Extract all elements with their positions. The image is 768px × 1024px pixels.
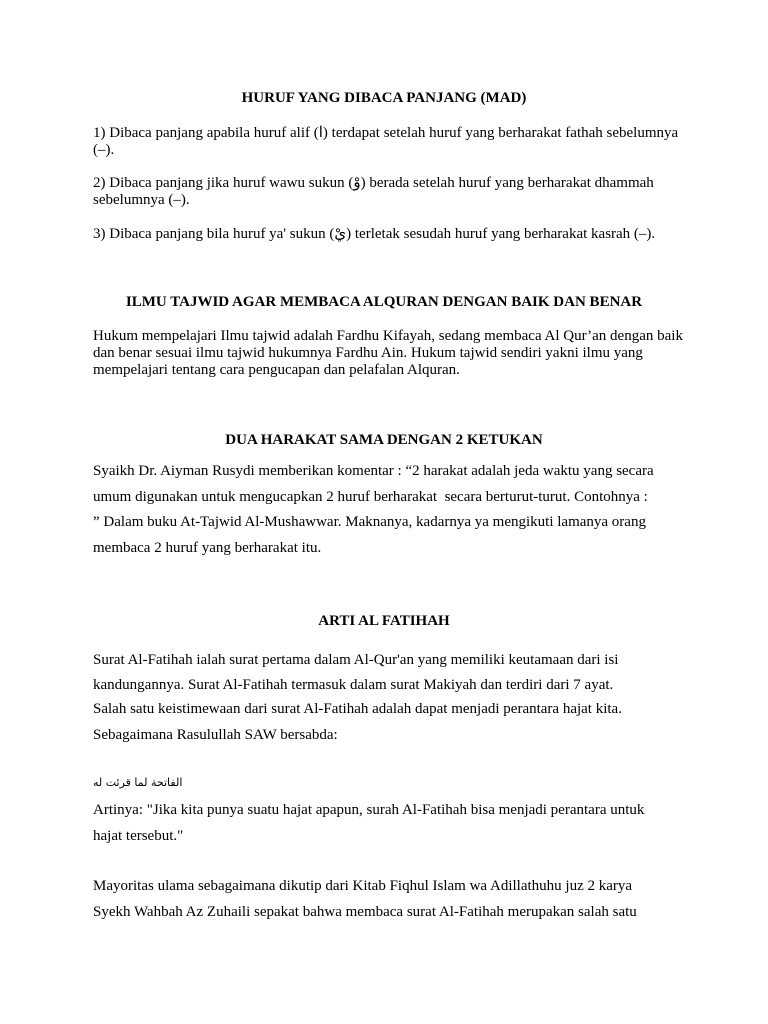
heading-tajwid: ILMU TAJWID AGAR MEMBACA ALQURAN DENGAN BAIK DAN BENAR: [125, 294, 643, 310]
heading-mad: HURUF YANG DIBACA PANJANG (MAD): [241, 90, 527, 106]
heading-fatihah: ARTI AL FATIHAH: [318, 613, 450, 629]
harakat-line-1: Syaikh Dr. Aiyman Rusydi memberikan komentar : “2 harakat adalah jeda waktu yang secara: [93, 463, 654, 479]
closing-line-1: Mayoritas ulama sebagaimana dikutip dari Kitab Fiqhul Islam wa Adillathuhu juz 2 karya: [93, 878, 633, 894]
fatihah-line-4: Sebagaimana Rasulullah SAW bersabda:: [93, 727, 338, 743]
translation-line-1: Artinya: "Jika kita punya suatu hajat apapun, surah Al-Fatihah bisa menjadi perantara untuk: [93, 802, 645, 818]
tajwid-paragraph: Hukum mempelajari Ilmu tajwid adalah Fardhu Kifayah, sedang membaca Al Qur’an dengan baik dan benar sesuai ilmu tajwid hukumnya Fardhu Ain. Hukum tajwid sendiri yakni ilmu yang mempelajari tentang cara pengucapan dan pelafalan Alquran.: [93, 328, 687, 378]
fatihah-line-3: Salah satu keistimewaan dari surat Al-Fatihah adalah dapat menjadi perantara hajat kita.: [93, 701, 622, 717]
heading-harakat: DUA HARAKAT SAMA DENGAN 2 KETUKAN: [225, 432, 543, 448]
fatihah-line-2: kandungannya. Surat Al-Fatihah termasuk dalam surat Makiyah dan terdiri dari 7 ayat.: [93, 677, 614, 693]
mad-item-3: 3) Dibaca panjang bila huruf ya' sukun (يْ) terletak sesudah huruf yang berharakat kasrah (–).: [93, 226, 656, 242]
fatihah-line-1: Surat Al-Fatihah ialah surat pertama dalam Al-Qur'an yang memiliki keutamaan dari isi: [93, 652, 619, 668]
translation-line-2: hajat tersebut.": [93, 828, 184, 844]
mad-item-2: 2) Dibaca panjang jika huruf wawu sukun (وْ) berada setelah huruf yang berharakat dhammah sebelumnya (–).: [93, 175, 658, 208]
harakat-line-3: ” Dalam buku At-Tajwid Al-Mushawwar. Maknanya, kadarnya ya mengikuti lamanya orang: [93, 514, 646, 530]
arabic-hadith-text: الفاتحة لما قرئت له: [93, 776, 183, 789]
harakat-line-2: umum digunakan untuk mengucapkan 2 huruf berharakat secara berturut-turut. Contohnya :: [93, 489, 648, 505]
closing-line-2: Syekh Wahbah Az Zuhaili sepakat bahwa membaca surat Al-Fatihah merupakan salah satu: [93, 904, 637, 920]
harakat-line-4: membaca 2 huruf yang berharakat itu.: [93, 540, 322, 556]
mad-item-1: 1) Dibaca panjang apabila huruf alif (ا) terdapat setelah huruf yang berharakat fathah sebelumnya (–).: [93, 125, 682, 158]
